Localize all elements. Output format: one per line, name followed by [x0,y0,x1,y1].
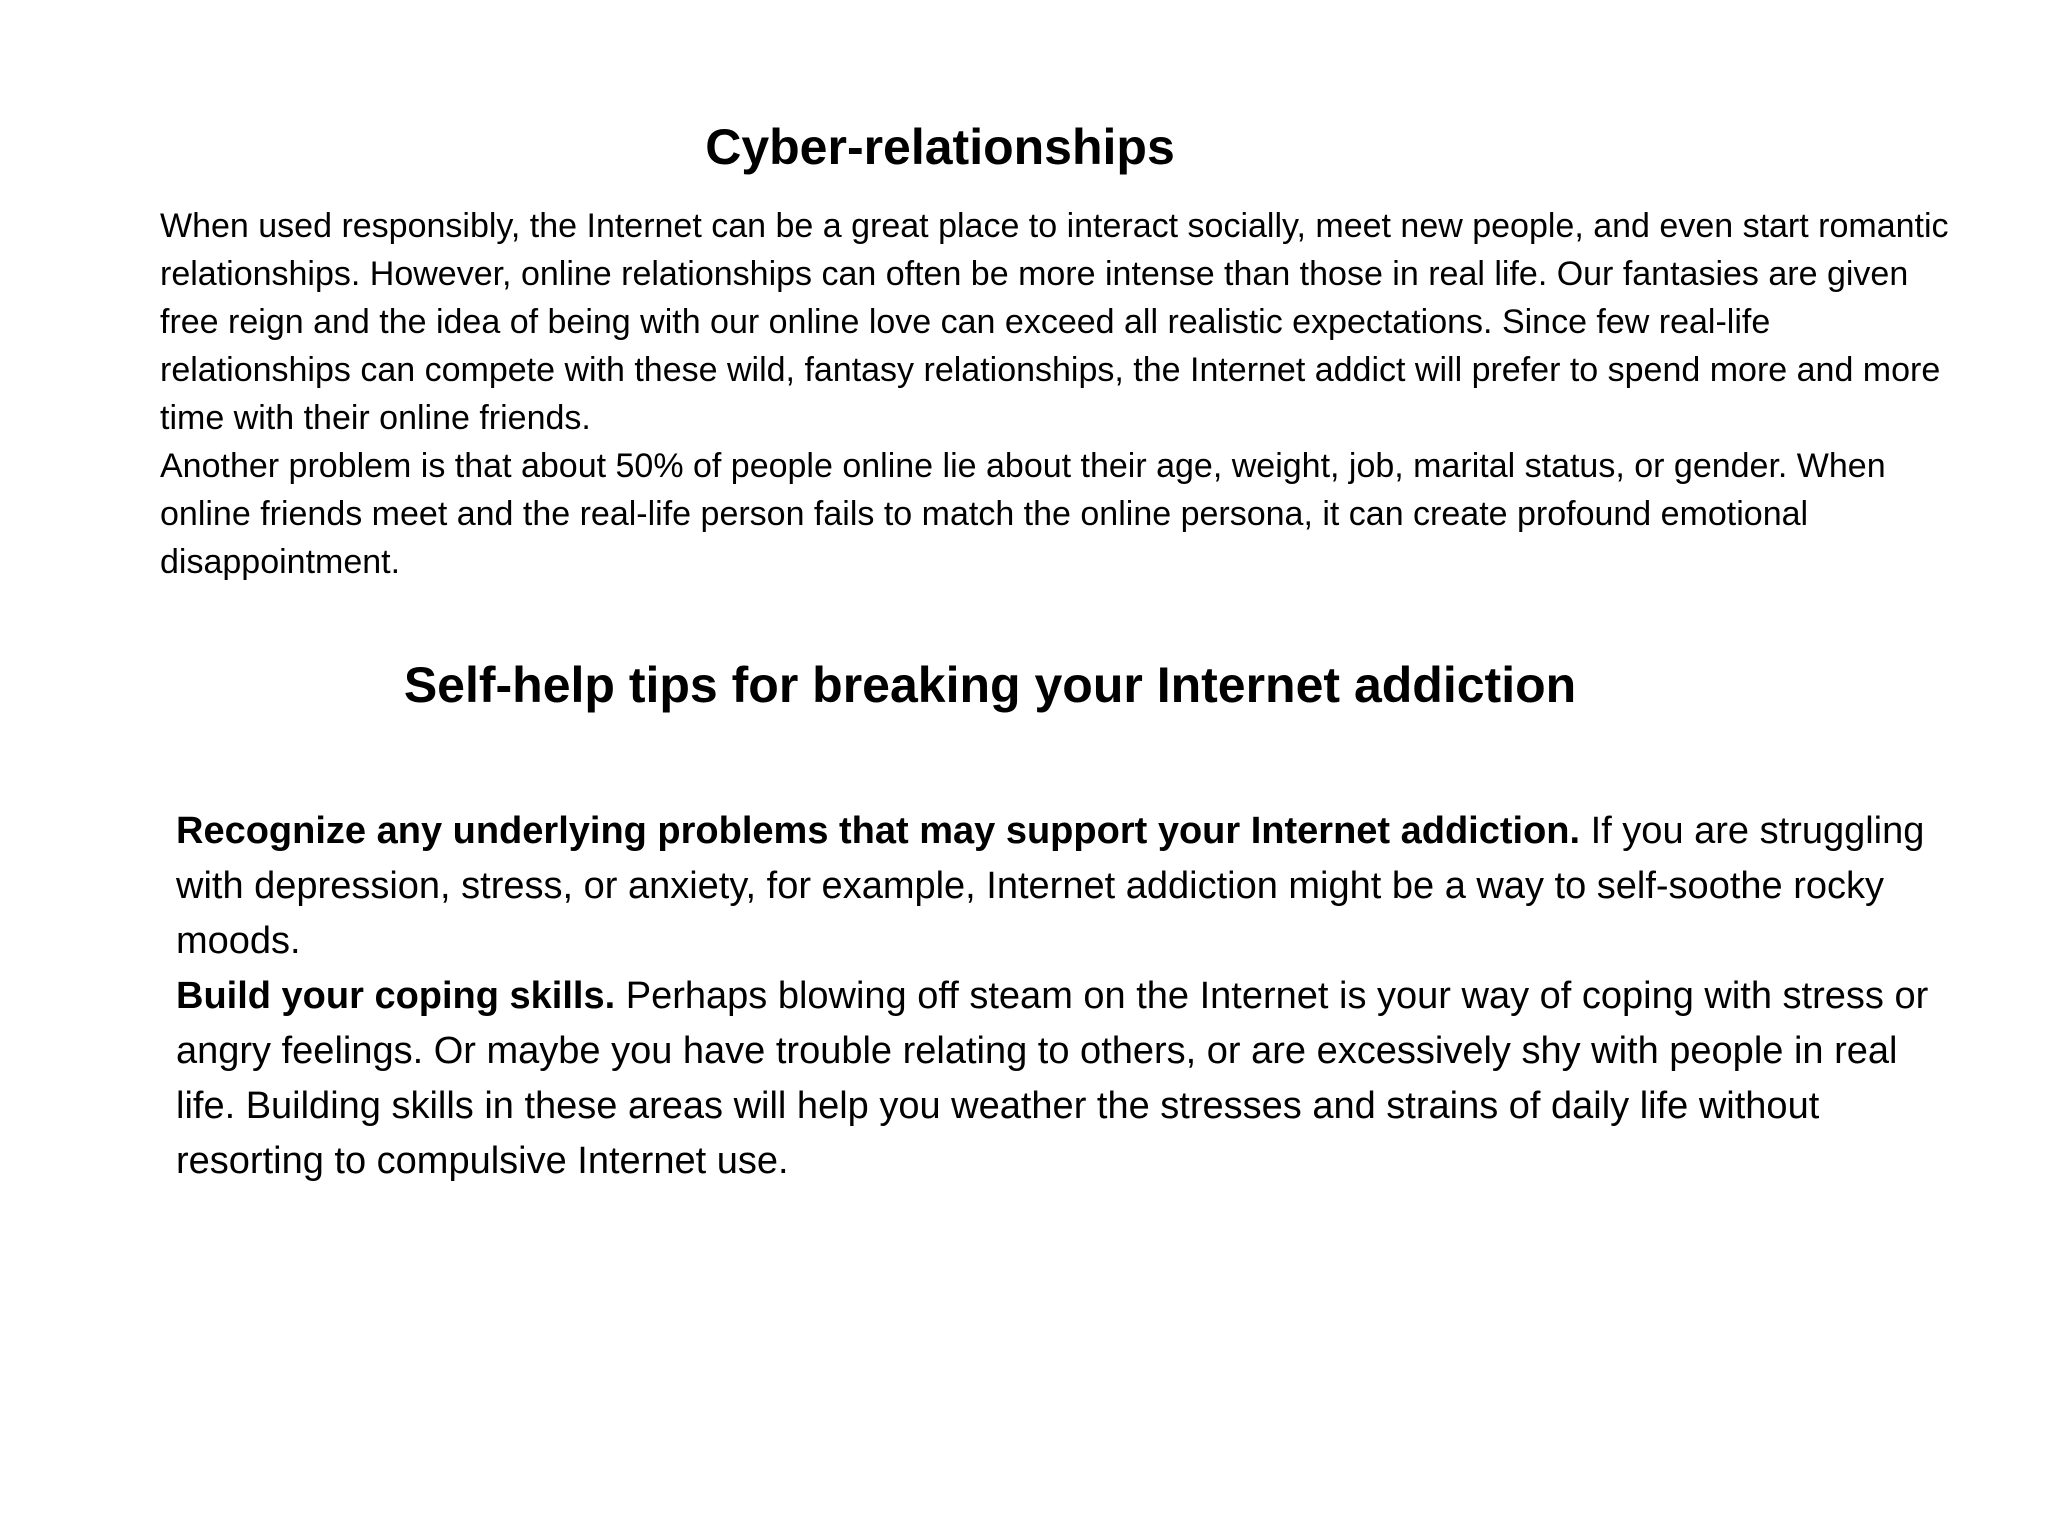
section-title-cyber-relationships: Cyber-relationships [705,119,1175,175]
self-help-tips-body [176,804,1936,1189]
tip-lead: Build your coping skills. [176,975,616,1017]
tip-item [176,804,1936,969]
body-paragraph: When used responsibly, the Internet can be a great place to interact socially, meet new people, and even start romantic relationships. However, online relationships can often be more intense than those in real life. Our fantasies are given free reign and the idea of being with our online love can exceed all realistic expectations. Since few real-life relationships can compete with these wild, fantasy relationships, the Internet addict will prefer to spend more and more time with their online friends. [160,207,1949,437]
tip-item [176,969,1936,1189]
tip-text: If you are struggling with depression, stress, or anxiety, for example, Internet addiction might be a way to self-soothe rocky moods. [176,810,1925,962]
cyber-relationships-body [160,202,1960,586]
body-paragraph: Another problem is that about 50% of people online lie about their age, weight, job, marital status, or gender. When online friends meet and the real-life person fails to match the online persona, it can create profound emotional disappointment. [160,447,1886,581]
tip-lead: Recognize any underlying problems that may support your Internet addiction. [176,810,1581,852]
section-title-self-help-tips: Self-help tips for breaking your Internet addiction [403,657,1577,713]
tip-text: Perhaps blowing off steam on the Internet is your way of coping with stress or angry feelings. Or maybe you have trouble relating to others, or are excessively shy with people in real life. Building skills in these areas will help you weather the stresses and strains of daily life without resorting to compulsive Internet use. [176,975,1929,1182]
